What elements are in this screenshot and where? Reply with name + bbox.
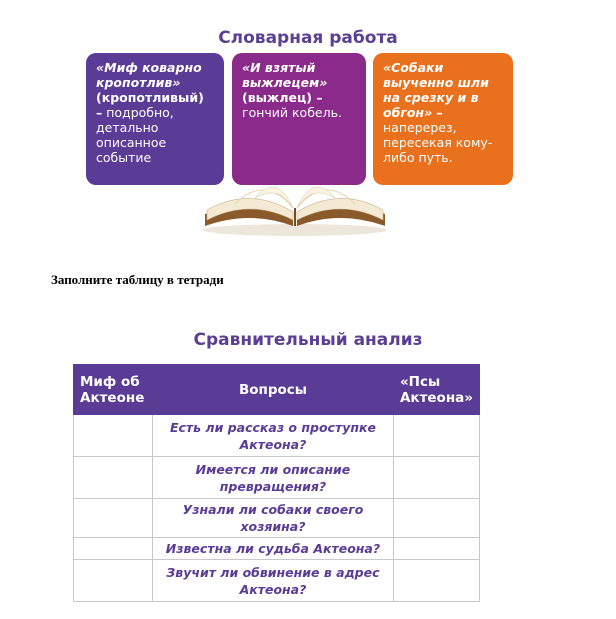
- table-cell-myth[interactable]: [74, 499, 153, 538]
- analysis-title: Сравнительный анализ: [193, 330, 423, 350]
- comparison-table: [73, 364, 480, 602]
- table-cell-question: Звучит ли обвинение в адрес Актеона?: [152, 560, 393, 602]
- table-cell-dogs[interactable]: [393, 499, 479, 538]
- instruction-text: Заполните таблицу в тетради: [51, 272, 224, 287]
- table-cell-question: Есть ли рассказ о проступке Актеона?: [152, 415, 393, 457]
- table-row: [74, 415, 480, 457]
- vocab-card-1-quote: «Миф коварно кропотлив»: [96, 60, 202, 90]
- table-cell-dogs[interactable]: [393, 538, 479, 560]
- table-cell-myth[interactable]: [74, 538, 153, 560]
- open-book-icon: [195, 168, 395, 238]
- vocab-card-3: [373, 53, 513, 185]
- table-cell-myth[interactable]: [74, 457, 153, 499]
- table-cell-dogs[interactable]: [393, 457, 479, 499]
- vocab-card-1-definition: подробно, детально описанное событие: [96, 105, 174, 165]
- table-header-row: [74, 365, 480, 415]
- table-cell-myth[interactable]: [74, 415, 153, 457]
- vocab-card-3-definition: наперерез, пересекая кому-либо путь.: [383, 120, 493, 165]
- header-questions: Вопросы: [152, 365, 393, 415]
- vocab-card-1-term: (кропотливый) –: [96, 90, 204, 120]
- header-myth: Миф об Актеоне: [74, 365, 153, 415]
- vocab-card-2-term: (выжлец) –: [242, 90, 323, 105]
- vocab-card-2-quote: «И взятый выжлецем»: [242, 60, 328, 90]
- slide-title: Словарная работа: [218, 28, 398, 48]
- table-cell-question: Имеется ли описание превращения?: [152, 457, 393, 499]
- table-row: [74, 457, 480, 499]
- header-dogs: «Псы Актеона»: [393, 365, 479, 415]
- table-row: [74, 538, 480, 560]
- vocab-card-2-definition: гончий кобель.: [242, 105, 342, 120]
- vocab-card-3-quote: «Собаки выученно шли на срезку и в обгон» –: [383, 60, 489, 120]
- table-cell-dogs[interactable]: [393, 415, 479, 457]
- table-cell-myth[interactable]: [74, 560, 153, 602]
- vocab-card-1: [86, 53, 224, 185]
- table-row: [74, 560, 480, 602]
- table-cell-question: Узнали ли собаки своего хозяина?: [152, 499, 393, 538]
- table-row: [74, 499, 480, 538]
- table-cell-dogs[interactable]: [393, 560, 479, 602]
- vocab-card-2: [232, 53, 366, 185]
- table-cell-question: Известна ли судьба Актеона?: [152, 538, 393, 560]
